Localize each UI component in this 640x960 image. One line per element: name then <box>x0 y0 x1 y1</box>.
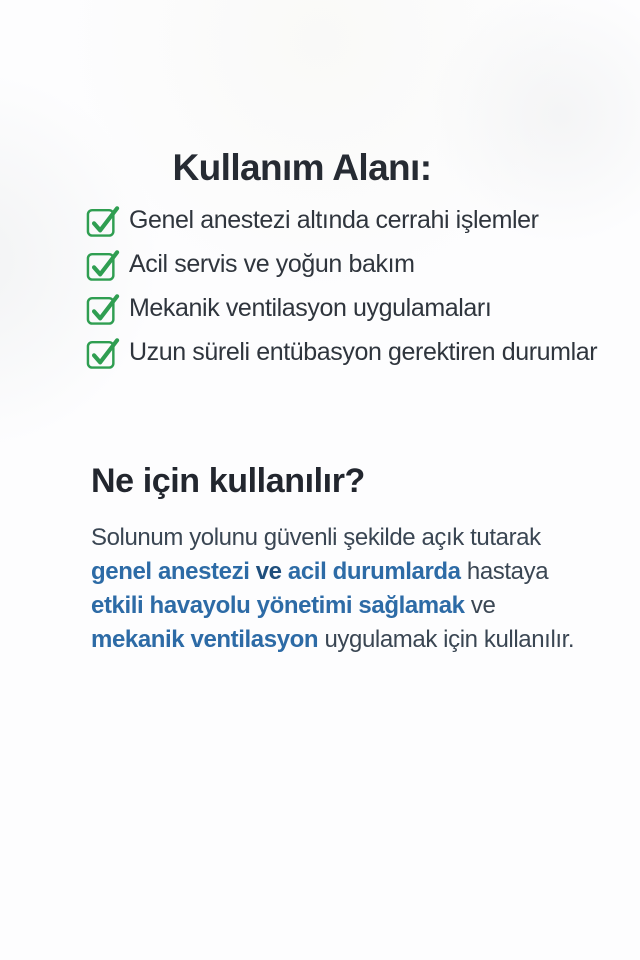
checklist-item <box>86 293 597 324</box>
body-text: ve <box>464 592 496 619</box>
checklist-item-label: Mekanik ventilasyon uygulamaları <box>129 294 492 322</box>
checkbox-checked-icon <box>86 293 120 325</box>
highlight-mekanik-ventilasyon: mekanik ventilasyon <box>91 626 319 653</box>
paragraph-line <box>91 589 574 623</box>
checklist-item-label: Acil servis ve yoğun bakım <box>129 250 415 278</box>
body-text: uygulamak için kullanılır. <box>318 626 575 653</box>
paragraph-line <box>91 623 574 657</box>
checkbox-checked-icon <box>86 249 120 281</box>
checklist-item <box>86 249 597 280</box>
purpose-paragraph <box>91 521 574 657</box>
usage-checklist <box>86 205 597 381</box>
usage-section-title: Kullanım Alanı: <box>172 147 432 188</box>
checklist-item-label: Uzun süreli entübasyon gerektiren durumlar <box>129 338 598 366</box>
body-text: Solunum yolunu güvenli şekilde açık tutarak <box>91 524 541 551</box>
paragraph-line <box>91 555 574 589</box>
purpose-section-title: Ne için kullanılır? <box>91 462 365 500</box>
paragraph-line <box>91 521 574 555</box>
checkbox-checked-icon <box>86 205 120 237</box>
checkbox-checked-icon <box>86 337 120 369</box>
highlight-havayolu-yonetimi: etkili havayolu yönetimi sağlamak <box>91 592 465 619</box>
highlight-genel-anestezi: genel anestezi <box>91 558 250 585</box>
highlight-connector: ve <box>249 558 288 585</box>
checklist-item <box>86 337 597 368</box>
checklist-item-label: Genel anestezi altında cerrahi işlemler <box>129 206 539 234</box>
body-text: hastaya <box>460 558 549 585</box>
checklist-item <box>86 205 597 236</box>
highlight-acil-durumlarda: acil durumlarda <box>287 558 461 585</box>
